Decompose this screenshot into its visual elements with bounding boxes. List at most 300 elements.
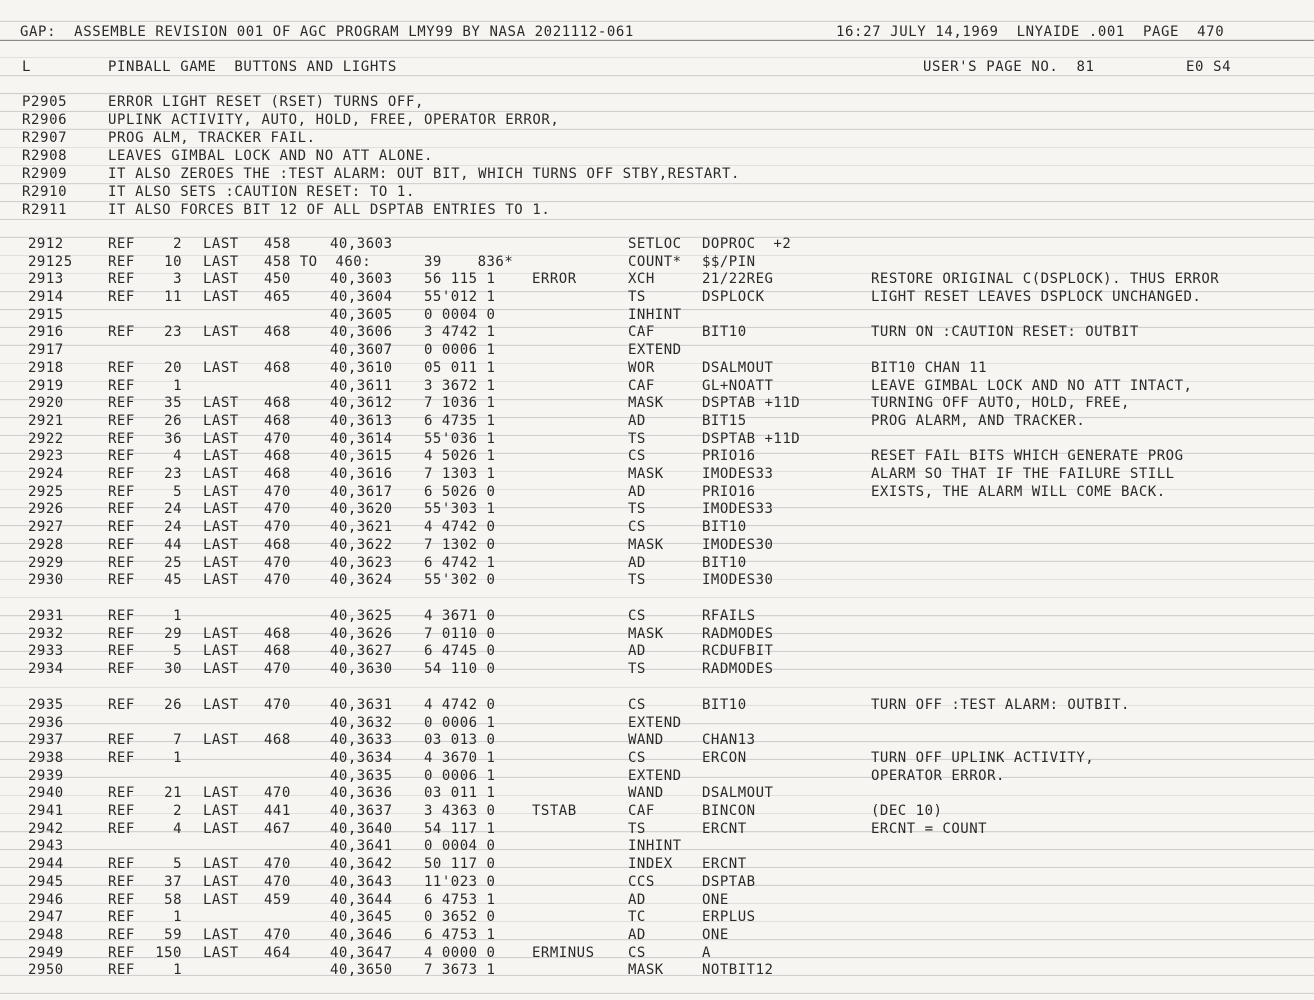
cell-ln: 2938 <box>28 750 64 766</box>
cell-refn: 3 <box>173 271 182 287</box>
cell-code: 3 4742 1 <box>424 324 496 340</box>
cell-op: INHINT <box>628 307 682 323</box>
cell-ln: 2932 <box>28 626 64 642</box>
cell-addr: 40,3637 <box>330 803 393 819</box>
cell-ln: 2946 <box>28 892 64 908</box>
cell-operand: RCDUFBIT <box>702 643 774 659</box>
cell-lastn: 470 <box>264 927 291 943</box>
cell-ln: 2950 <box>28 962 64 978</box>
cell-comment: RESET FAIL BITS WHICH GENERATE PROG <box>871 448 1184 464</box>
cell-operand: IMODES30 <box>702 572 774 588</box>
cell-last: LAST <box>203 874 239 890</box>
note-text: IT ALSO SETS :CAUTION RESET: TO 1. <box>108 184 415 200</box>
cell-op: XCH <box>628 271 655 287</box>
cell-code: 50 117 0 <box>424 856 496 872</box>
cell-lastn: 470 <box>264 555 291 571</box>
cell-operand: DOPROC +2 <box>702 236 792 252</box>
listing-row <box>0 306 1314 324</box>
cell-ref: REF <box>108 572 135 588</box>
cell-ln: 2924 <box>28 466 64 482</box>
cell-refn: 37 <box>164 874 182 890</box>
cell-refn: 26 <box>164 697 182 713</box>
cell-addr: 40,3611 <box>330 378 393 394</box>
cell-operand: ERCNT <box>702 821 747 837</box>
cell-addr: 40,3632 <box>330 715 393 731</box>
listing-row <box>0 394 1314 412</box>
cell-op: CAF <box>628 378 655 394</box>
listing-row <box>0 500 1314 518</box>
cell-lastn: 468 <box>264 643 291 659</box>
cell-addr: 40,3627 <box>330 643 393 659</box>
cell-ref: REF <box>108 945 135 961</box>
cell-addr: 40,3603 <box>330 236 393 252</box>
cell-code: 54 110 0 <box>424 661 496 677</box>
cell-code: 7 0110 0 <box>424 626 496 642</box>
cell-operand: BIT10 <box>702 697 747 713</box>
cell-operand: GL+NOATT <box>702 378 774 394</box>
cell-operand: PRIO16 <box>702 448 756 464</box>
note-line <box>0 94 1314 112</box>
cell-code: 4 4742 0 <box>424 697 496 713</box>
cell-op: EXTEND <box>628 342 682 358</box>
cell-operand: PRIO16 <box>702 484 756 500</box>
listing-row <box>0 961 1314 979</box>
cell-code: 6 4745 0 <box>424 643 496 659</box>
cell-op: CS <box>628 608 646 624</box>
cell-code: 11'023 0 <box>424 874 496 890</box>
cell-addr: 40,3620 <box>330 501 393 517</box>
cell-addr: 40,3647 <box>330 945 393 961</box>
cell-addr: 40,3642 <box>330 856 393 872</box>
cell-op: MASK <box>628 626 664 642</box>
cell-code: 56 115 1 <box>424 271 496 287</box>
cell-refn: 29 <box>164 626 182 642</box>
cell-operand: DSPTAB +11D <box>702 431 801 447</box>
cell-last: LAST <box>203 945 239 961</box>
cell-ln: 2942 <box>28 821 64 837</box>
cell-comment: OPERATOR ERROR. <box>871 768 1005 784</box>
note-line <box>0 148 1314 166</box>
cell-lastn: 470 <box>264 484 291 500</box>
cell-ln: 2945 <box>28 874 64 890</box>
cell-code: 4 4742 0 <box>424 519 496 535</box>
cell-last: LAST <box>203 785 239 801</box>
cell-lastn: 458 TO 460: <box>264 254 372 270</box>
cell-ref: REF <box>108 289 135 305</box>
section-code: E0 S4 <box>1186 59 1232 75</box>
cell-addr: 40,3630 <box>330 661 393 677</box>
cell-op: TS <box>628 501 646 517</box>
note-text: ERROR LIGHT RESET (RSET) TURNS OFF, <box>108 94 425 110</box>
cell-code: 54 117 1 <box>424 821 496 837</box>
cell-comment: RESTORE ORIGINAL C(DSPLOCK). THUS ERROR <box>871 271 1220 287</box>
cell-last: LAST <box>203 413 239 429</box>
cell-operand: BIT10 <box>702 519 747 535</box>
cell-ln: 2940 <box>28 785 64 801</box>
listing-row <box>0 465 1314 483</box>
listing-row <box>0 749 1314 767</box>
listing-row <box>0 359 1314 377</box>
cell-ln: 2937 <box>28 732 64 748</box>
note-text: UPLINK ACTIVITY, AUTO, HOLD, FREE, OPERATOR ERROR, <box>108 112 560 128</box>
cell-ln: 2926 <box>28 501 64 517</box>
cell-code: 4 3671 0 <box>424 608 496 624</box>
cell-last: LAST <box>203 626 239 642</box>
cell-code: 3 3672 1 <box>424 378 496 394</box>
cell-comment: EXISTS, THE ALARM WILL COME BACK. <box>871 484 1166 500</box>
cell-operand: IMODES33 <box>702 466 774 482</box>
cell-refn: 5 <box>173 643 182 659</box>
cell-addr: 40,3640 <box>330 821 393 837</box>
cell-op: CS <box>628 448 646 464</box>
cell-last: LAST <box>203 643 239 659</box>
cell-ln: 2922 <box>28 431 64 447</box>
cell-label: ERROR <box>532 271 577 287</box>
cell-refn: 59 <box>164 927 182 943</box>
cell-operand: DSALMOUT <box>702 360 774 376</box>
cell-refn: 25 <box>164 555 182 571</box>
cell-refn: 58 <box>164 892 182 908</box>
header-right: 16:27 JULY 14,1969 LNYAIDE .001 PAGE 470 <box>836 24 1225 40</box>
cell-refn: 7 <box>173 732 182 748</box>
cell-operand: ONE <box>702 892 729 908</box>
cell-ln: 2948 <box>28 927 64 943</box>
cell-code: 7 1302 0 <box>424 537 496 553</box>
cell-op: SETLOC <box>628 236 682 252</box>
cell-label: ERMINUS <box>532 945 595 961</box>
cell-lastn: 464 <box>264 945 291 961</box>
cell-lastn: 470 <box>264 501 291 517</box>
cell-ref: REF <box>108 395 135 411</box>
cell-ln: 2921 <box>28 413 64 429</box>
cell-refn: 24 <box>164 501 182 517</box>
cell-addr: 40,3626 <box>330 626 393 642</box>
cell-operand: BINCON <box>702 803 756 819</box>
cell-addr: 40,3644 <box>330 892 393 908</box>
cell-comment: PROG ALARM, AND TRACKER. <box>871 413 1086 429</box>
cell-op: MASK <box>628 962 664 978</box>
cell-addr: 40,3614 <box>330 431 393 447</box>
cell-refn: 2 <box>173 236 182 252</box>
listing-row <box>0 518 1314 536</box>
cell-code: 4 5026 1 <box>424 448 496 464</box>
cell-ref: REF <box>108 927 135 943</box>
cell-code: 6 4742 1 <box>424 555 496 571</box>
cell-op: CS <box>628 519 646 535</box>
cell-ln: 2916 <box>28 324 64 340</box>
listing-row <box>0 891 1314 909</box>
cell-ln: 2934 <box>28 661 64 677</box>
cell-op: EXTEND <box>628 768 682 784</box>
cell-op: AD <box>628 413 646 429</box>
listing-row <box>0 571 1314 589</box>
cell-ref: REF <box>108 785 135 801</box>
listing-row <box>0 642 1314 660</box>
cell-code: 0 0006 1 <box>424 768 496 784</box>
listing-row <box>0 341 1314 359</box>
cell-ln: 2944 <box>28 856 64 872</box>
cell-lastn: 470 <box>264 697 291 713</box>
cell-operand: 21/22REG <box>702 271 774 287</box>
listing-row <box>0 483 1314 501</box>
cell-ref: REF <box>108 537 135 553</box>
cell-last: LAST <box>203 431 239 447</box>
cell-refn: 35 <box>164 395 182 411</box>
cell-code: 55'302 0 <box>424 572 496 588</box>
listing-row <box>0 625 1314 643</box>
cell-op: CS <box>628 750 646 766</box>
cell-refn: 24 <box>164 519 182 535</box>
cell-ref: REF <box>108 501 135 517</box>
cell-lastn: 470 <box>264 785 291 801</box>
cell-addr: 40,3631 <box>330 697 393 713</box>
cell-ref: REF <box>108 643 135 659</box>
cell-last: LAST <box>203 537 239 553</box>
listing-row <box>0 288 1314 306</box>
cell-label: TSTAB <box>532 803 577 819</box>
cell-code: 0 0004 0 <box>424 307 496 323</box>
note-line <box>0 112 1314 130</box>
cell-ref: REF <box>108 661 135 677</box>
cell-code: 4 3670 1 <box>424 750 496 766</box>
cell-addr: 40,3641 <box>330 838 393 854</box>
cell-comment: TURN OFF UPLINK ACTIVITY, <box>871 750 1095 766</box>
listing-row <box>0 714 1314 732</box>
cell-ln: 2923 <box>28 448 64 464</box>
listing-row <box>0 837 1314 855</box>
cell-operand: $$/PIN <box>702 254 756 270</box>
cell-code: 4 0000 0 <box>424 945 496 961</box>
listing-row <box>0 377 1314 395</box>
cell-operand: RFAILS <box>702 608 756 624</box>
cell-addr: 40,3616 <box>330 466 393 482</box>
cell-lastn: 468 <box>264 413 291 429</box>
cell-comment: ERCNT = COUNT <box>871 821 988 837</box>
cell-ref: REF <box>108 484 135 500</box>
cell-lastn: 467 <box>264 821 291 837</box>
note-id: R2909 <box>22 166 68 182</box>
cell-refn: 45 <box>164 572 182 588</box>
cell-addr: 40,3634 <box>330 750 393 766</box>
listing-row <box>0 412 1314 430</box>
cell-code: 7 1036 1 <box>424 395 496 411</box>
cell-ref: REF <box>108 360 135 376</box>
cell-ref: REF <box>108 697 135 713</box>
cell-addr: 40,3615 <box>330 448 393 464</box>
cell-op: AD <box>628 555 646 571</box>
cell-last: LAST <box>203 448 239 464</box>
cell-ln: 2928 <box>28 537 64 553</box>
cell-last: LAST <box>203 360 239 376</box>
cell-ln: 2920 <box>28 395 64 411</box>
listing-row <box>0 607 1314 625</box>
cell-ln: 2918 <box>28 360 64 376</box>
cell-op: INHINT <box>628 838 682 854</box>
cell-refn: 1 <box>173 608 182 624</box>
listing-row <box>0 270 1314 288</box>
cell-operand: ERCNT <box>702 856 747 872</box>
listing-subheader <box>0 59 1314 81</box>
cell-refn: 150 <box>155 945 182 961</box>
cell-last: LAST <box>203 519 239 535</box>
cell-operand: BIT10 <box>702 324 747 340</box>
cell-ln: 2943 <box>28 838 64 854</box>
cell-addr: 40,3643 <box>330 874 393 890</box>
cell-ref: REF <box>108 324 135 340</box>
cell-code: 39 836* <box>424 254 514 270</box>
cell-operand: IMODES30 <box>702 537 774 553</box>
cell-operand: ONE <box>702 927 729 943</box>
cell-ref: REF <box>108 271 135 287</box>
listing-row <box>0 536 1314 554</box>
cell-code: 0 0006 1 <box>424 342 496 358</box>
cell-op: AD <box>628 892 646 908</box>
cell-addr: 40,3613 <box>330 413 393 429</box>
cell-last: LAST <box>203 572 239 588</box>
listing-row <box>0 696 1314 714</box>
cell-comment: TURN OFF :TEST ALARM: OUTBIT. <box>871 697 1130 713</box>
cell-refn: 1 <box>173 750 182 766</box>
cell-code: 6 4753 1 <box>424 927 496 943</box>
cell-code: 55'303 1 <box>424 501 496 517</box>
cell-addr: 40,3624 <box>330 572 393 588</box>
cell-operand: RADMODES <box>702 661 774 677</box>
listing-row <box>0 802 1314 820</box>
cell-addr: 40,3606 <box>330 324 393 340</box>
cell-operand: NOTBIT12 <box>702 962 774 978</box>
cell-lastn: 468 <box>264 466 291 482</box>
listing-row <box>0 447 1314 465</box>
cell-refn: 5 <box>173 856 182 872</box>
note-text: IT ALSO ZEROES THE :TEST ALARM: OUT BIT, WHICH TURNS OFF STBY,RESTART. <box>108 166 741 182</box>
cell-ln: 2933 <box>28 643 64 659</box>
cell-addr: 40,3646 <box>330 927 393 943</box>
cell-operand: RADMODES <box>702 626 774 642</box>
cell-op: TS <box>628 431 646 447</box>
cell-ln: 2917 <box>28 342 64 358</box>
cell-ln: 2939 <box>28 768 64 784</box>
cell-ref: REF <box>108 254 135 270</box>
cell-ref: REF <box>108 431 135 447</box>
cell-ref: REF <box>108 750 135 766</box>
cell-code: 7 1303 1 <box>424 466 496 482</box>
listing-row <box>0 820 1314 838</box>
note-line <box>0 166 1314 184</box>
cell-last: LAST <box>203 484 239 500</box>
listing-row <box>0 855 1314 873</box>
listing-row <box>0 430 1314 448</box>
cell-ln: 2927 <box>28 519 64 535</box>
cell-op: TS <box>628 661 646 677</box>
cell-addr: 40,3633 <box>330 732 393 748</box>
cell-ln: 2931 <box>28 608 64 624</box>
cell-last: LAST <box>203 324 239 340</box>
cell-refn: 36 <box>164 431 182 447</box>
cell-lastn: 468 <box>264 732 291 748</box>
cell-ln: 2935 <box>28 697 64 713</box>
cell-operand: BIT15 <box>702 413 747 429</box>
user-page-number: USER'S PAGE NO. 81 <box>923 59 1095 75</box>
cell-ln: 2949 <box>28 945 64 961</box>
cell-comment: BIT10 CHAN 11 <box>871 360 988 376</box>
cell-refn: 2 <box>173 803 182 819</box>
cell-lastn: 458 <box>264 236 291 252</box>
cell-lastn: 465 <box>264 289 291 305</box>
cell-code: 6 4753 1 <box>424 892 496 908</box>
cell-ref: REF <box>108 732 135 748</box>
cell-operand: A <box>702 945 711 961</box>
cell-code: 03 011 1 <box>424 785 496 801</box>
cell-refn: 20 <box>164 360 182 376</box>
cell-addr: 40,3603 <box>330 271 393 287</box>
cell-ref: REF <box>108 892 135 908</box>
cell-op: CCS <box>628 874 655 890</box>
note-line <box>0 130 1314 148</box>
listing-row <box>0 554 1314 572</box>
cell-last: LAST <box>203 821 239 837</box>
cell-op: COUNT* <box>628 254 682 270</box>
cell-comment: LEAVE GIMBAL LOCK AND NO ATT INTACT, <box>871 378 1193 394</box>
cell-op: WOR <box>628 360 655 376</box>
cell-op: CAF <box>628 803 655 819</box>
cell-refn: 4 <box>173 448 182 464</box>
cell-lastn: 441 <box>264 803 291 819</box>
cell-comment: TURN ON :CAUTION RESET: OUTBIT <box>871 324 1139 340</box>
cell-op: AD <box>628 484 646 500</box>
cell-comment: LIGHT RESET LEAVES DSPLOCK UNCHANGED. <box>871 289 1202 305</box>
cell-addr: 40,3625 <box>330 608 393 624</box>
cell-last: LAST <box>203 236 239 252</box>
cell-ln: 29125 <box>28 254 73 270</box>
cell-refn: 5 <box>173 484 182 500</box>
cell-op: WAND <box>628 785 664 801</box>
cell-addr: 40,3610 <box>330 360 393 376</box>
cell-last: LAST <box>203 856 239 872</box>
cell-op: CS <box>628 945 646 961</box>
cell-addr: 40,3621 <box>330 519 393 535</box>
cell-addr: 40,3604 <box>330 289 393 305</box>
note-id: R2911 <box>22 202 68 218</box>
cell-operand: BIT10 <box>702 555 747 571</box>
cell-code: 6 4735 1 <box>424 413 496 429</box>
listing-row <box>0 873 1314 891</box>
cell-ln: 2941 <box>28 803 64 819</box>
cell-code: 0 3652 0 <box>424 909 496 925</box>
header-rule <box>0 40 1314 41</box>
cell-ref: REF <box>108 413 135 429</box>
listing-row <box>0 926 1314 944</box>
cell-last: LAST <box>203 466 239 482</box>
cell-ref: REF <box>108 962 135 978</box>
listing-header <box>0 24 1314 46</box>
cell-lastn: 450 <box>264 271 291 287</box>
cell-refn: 30 <box>164 661 182 677</box>
cell-lastn: 459 <box>264 892 291 908</box>
cell-operand: DSPTAB +11D <box>702 395 801 411</box>
cell-last: LAST <box>203 803 239 819</box>
cell-operand: CHAN13 <box>702 732 756 748</box>
cell-addr: 40,3623 <box>330 555 393 571</box>
cell-operand: DSPLOCK <box>702 289 765 305</box>
cell-ref: REF <box>108 856 135 872</box>
cell-op: CAF <box>628 324 655 340</box>
cell-ref: REF <box>108 378 135 394</box>
cell-ref: REF <box>108 909 135 925</box>
header-left: GAP: ASSEMBLE REVISION 001 OF AGC PROGRAM LMY99 BY NASA 2021112-061 <box>20 24 634 40</box>
cell-ref: REF <box>108 821 135 837</box>
cell-code: 0 0004 0 <box>424 838 496 854</box>
cell-addr: 40,3607 <box>330 342 393 358</box>
